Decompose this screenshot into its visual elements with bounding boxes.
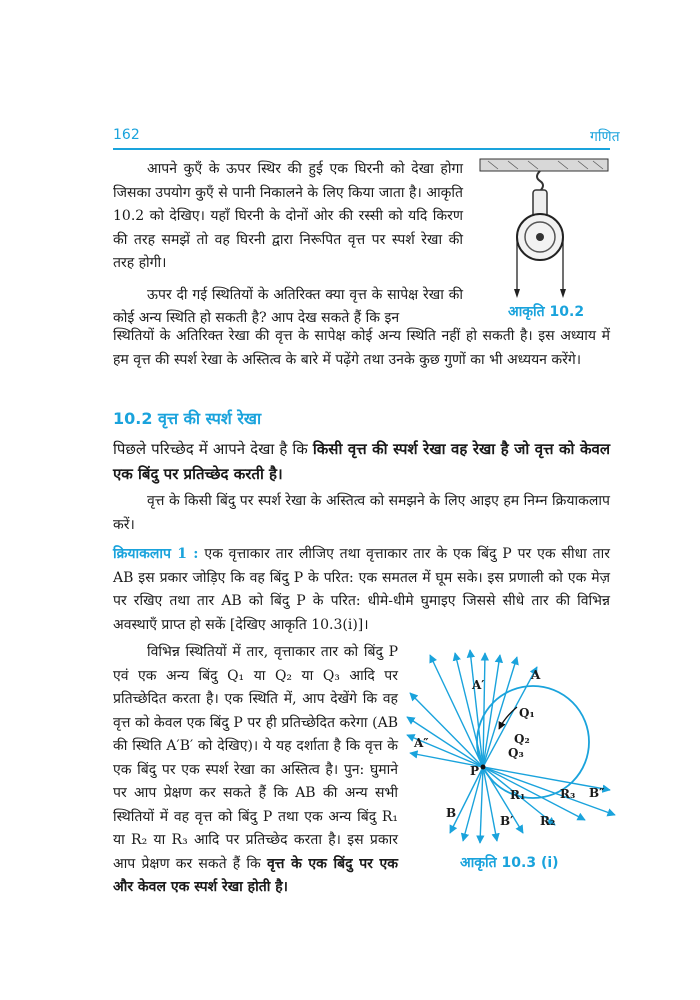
figure-10-2-caption: आकृति 10.2 — [508, 304, 585, 320]
intro-paragraph-2b: स्थितियों के अतिरिक्त रेखा की वृत्त के सापेक्ष कोई अन्य स्थिति नहीं हो सकती है। इस अध्याय में हम वृत्त की स्पर्श रेखा के अस्तित्व के बारे में पढ़ेंगे तथा उनके कुछ गुणों का भी अध्ययन करेंगे। — [113, 328, 610, 368]
label-R3: R₃ — [560, 787, 576, 801]
intro-paragraph-2a: ऊपर दी गई स्थितियों के अतिरिक्त क्या वृत्त के सापेक्ष रेखा की कोई अन्य स्थिति हो सकती है? आप देख सकते हैं कि इन — [113, 286, 463, 326]
label-A: A — [531, 668, 541, 682]
label-A-double: A″ — [414, 736, 429, 750]
body-text: विभिन्न स्थितियों में तार, वृत्ताकार तार को बिंदु P एवं एक अन्य बिंदु Q₁ या Q₂ या Q₃ आदि पर प्रतिच्छेदित करता है। एक स्थिति में, आप देखेंगे कि वह वृत्त को केवल एक बिंदु P पर ही प्रतिच्छेदित करेगा (AB की स्थिति A′B′ को देखिए)। ये यह दर्शाता है कि वृत्त के एक बिंदु पर एक स्पर्श रेखा का अस्तित्व है। पुन: घुमाने पर आप प्रेक्षण कर सकते हैं कि AB की अन्य सभी स्थितियों में वह वृत्त को बिंदु P तथा एक अन्य बिंदु R₁ या R₂ या R₃ आदि पर प्रतिच्छेद करता है। इस प्रकार आप प्रेक्षण कर सकते हैं कि — [113, 644, 398, 872]
point-P — [481, 765, 486, 770]
intro-paragraph-1: आपने कुएँ के ऊपर स्थिर की हुई एक घिरनी को देखा होगा जिसका उपयोग कुएँ से पानी निकालने के लिए किया जाता है। आकृति 10.2 को देखिए। यहाँ घिरनी के दोनों ओर की रस्सी को यदि किरण की तरह समझें तो वह घिरनी द्वारा निरूपित वृत्त पर स्पर्श रेखा की तरह होगी। — [113, 161, 463, 271]
label-B: B — [446, 806, 457, 820]
label-Q1: Q₁ — [519, 706, 535, 720]
label-P: P — [470, 764, 480, 778]
label-B-double: B″ — [589, 786, 605, 800]
activity-paragraph — [113, 543, 610, 637]
label-B-prime: B′ — [500, 814, 514, 828]
label-Q3: Q₃ — [508, 746, 524, 760]
section-paragraph-2: वृत्त के किसी बिंदु पर स्पर्श रेखा के अस्तित्व को समझने के लिए आइए हम निम्न क्रियाकलाप करें। — [113, 493, 610, 533]
definition-paragraph — [113, 437, 610, 487]
label-R2: R₂ — [540, 814, 556, 828]
hook — [537, 171, 543, 191]
ceiling-beam — [480, 159, 608, 171]
header-rule — [113, 148, 610, 150]
running-title: गणित — [590, 129, 620, 145]
page-number: 162 — [113, 127, 140, 143]
circle — [477, 686, 589, 798]
activity-label: क्रियाकलाप 1 : — [113, 546, 199, 562]
intro-block — [113, 158, 463, 331]
figure-10-3-caption: आकृति 10.3 (i) — [460, 855, 559, 871]
definition-bold: किसी वृत्त की स्पर्श रेखा वह रेखा है जो वृत्त को केवल एक बिंदु पर प्रतिच्छेद करती है। — [113, 440, 610, 483]
definition-lead: पिछले परिच्छेद में आपने देखा है कि — [113, 440, 313, 458]
activity-text: एक वृत्ताकार तार लीजिए तथा वृत्ताकार तार के एक बिंदु P पर एक सीधा तार AB इस प्रकार जोड़िए कि वह बिंदु P के परित: एक समतल में घूम सके। इस प्रणाली को एक मेज़ पर रखिए तथा तार AB को बिंदु P के परित: धीमे-धीमे घुमाइए जिससे सीधे तार की विभिन्न अवस्थाएँ प्राप्त हो सकें [देखिए आकृति 10.3(i)]। — [113, 546, 611, 633]
label-Q2: Q₂ — [514, 732, 530, 746]
body-paragraph — [113, 641, 398, 900]
label-R1: R₁ — [510, 788, 526, 802]
section-heading: 10.2 वृत्त की स्पर्श रेखा — [113, 409, 262, 428]
figure-10-2-pulley — [478, 155, 610, 300]
label-A-prime: A′ — [472, 678, 485, 692]
body-text-bold: वृत्त के एक बिंदु पर एक और केवल एक स्पर्श रेखा होती है। — [113, 855, 398, 895]
